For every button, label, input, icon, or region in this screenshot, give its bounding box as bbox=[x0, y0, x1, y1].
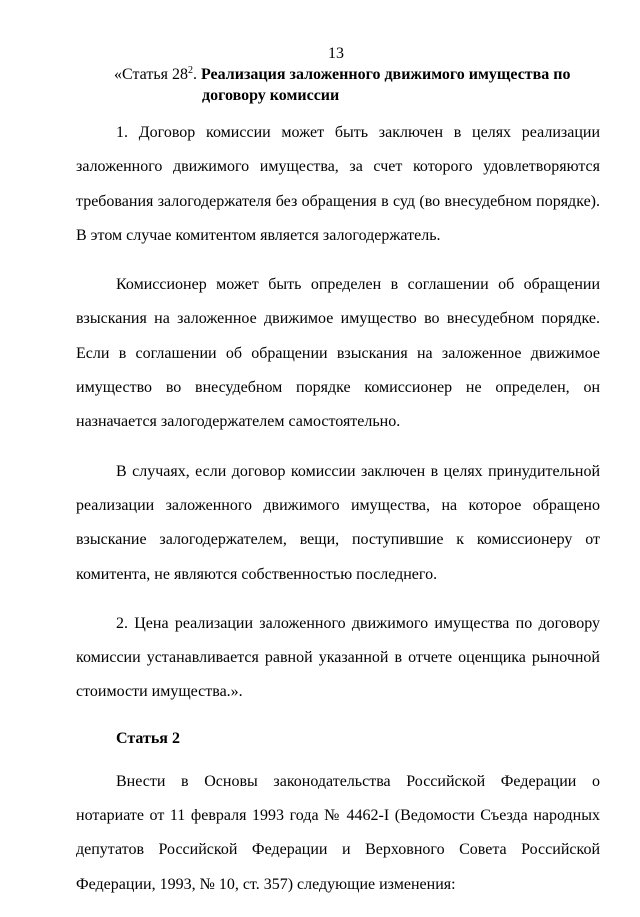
section-title: Статья 2 bbox=[116, 729, 180, 747]
article-heading-title-line2: договору комиссии bbox=[202, 87, 340, 104]
paragraph-2: Комиссионер может быть определен в соглашении об обращении взыскания на заложенное движимое имущество во внесудебном порядке. Если в соглашении об обращении взыскания на заложенное движимое имущество во внесудебном порядке комиссионер не определен, он назначается залогодержателем самостоятельно. bbox=[76, 276, 600, 431]
final-paragraph: Внести в Основы законодательства Российской Федерации о нотариате от 11 февраля 1993 года № 4462-I (Ведомости Съезда народных депутатов Российской Федерации и Верховного Совета Российской Федерации, 1993, № 10, ст. 357) следующие изменения: bbox=[76, 772, 600, 893]
article-heading-superscript: 2 bbox=[187, 65, 193, 76]
paragraph-4: 2. Цена реализации заложенного движимого имущества по договору комиссии устанавливается равной указанной в отчете оценщика рыночной стоимости имущества.». bbox=[76, 614, 600, 701]
paragraph-1: 1. Договор комиссии может быть заключен в целях реализации заложенного движимого имущества, за счет которого удовлетворяются требования залогодержателя без обращения в суд (во внесудебном порядке). В этом случае комитентом является залогодержатель. bbox=[76, 124, 600, 244]
document-body bbox=[76, 116, 600, 917]
paragraph-3: В случаях, если договор комиссии заключен в целях принудительной реализации заложенного движимого имущества, на которое обращено взыскание залогодержателем, вещи, поступившие к комиссионеру от комитента, не являются собственностью последнего. bbox=[76, 462, 600, 583]
article-heading-prefix: «Статья 28 bbox=[114, 66, 188, 83]
article-heading-title-line1: Реализация заложенного движимого имущества по bbox=[200, 66, 571, 83]
article-heading: «Статья $28^2$. Реализация заложенного движимого имущества по договору комиссии bbox=[114, 64, 594, 106]
page-number: 13 bbox=[328, 45, 344, 62]
